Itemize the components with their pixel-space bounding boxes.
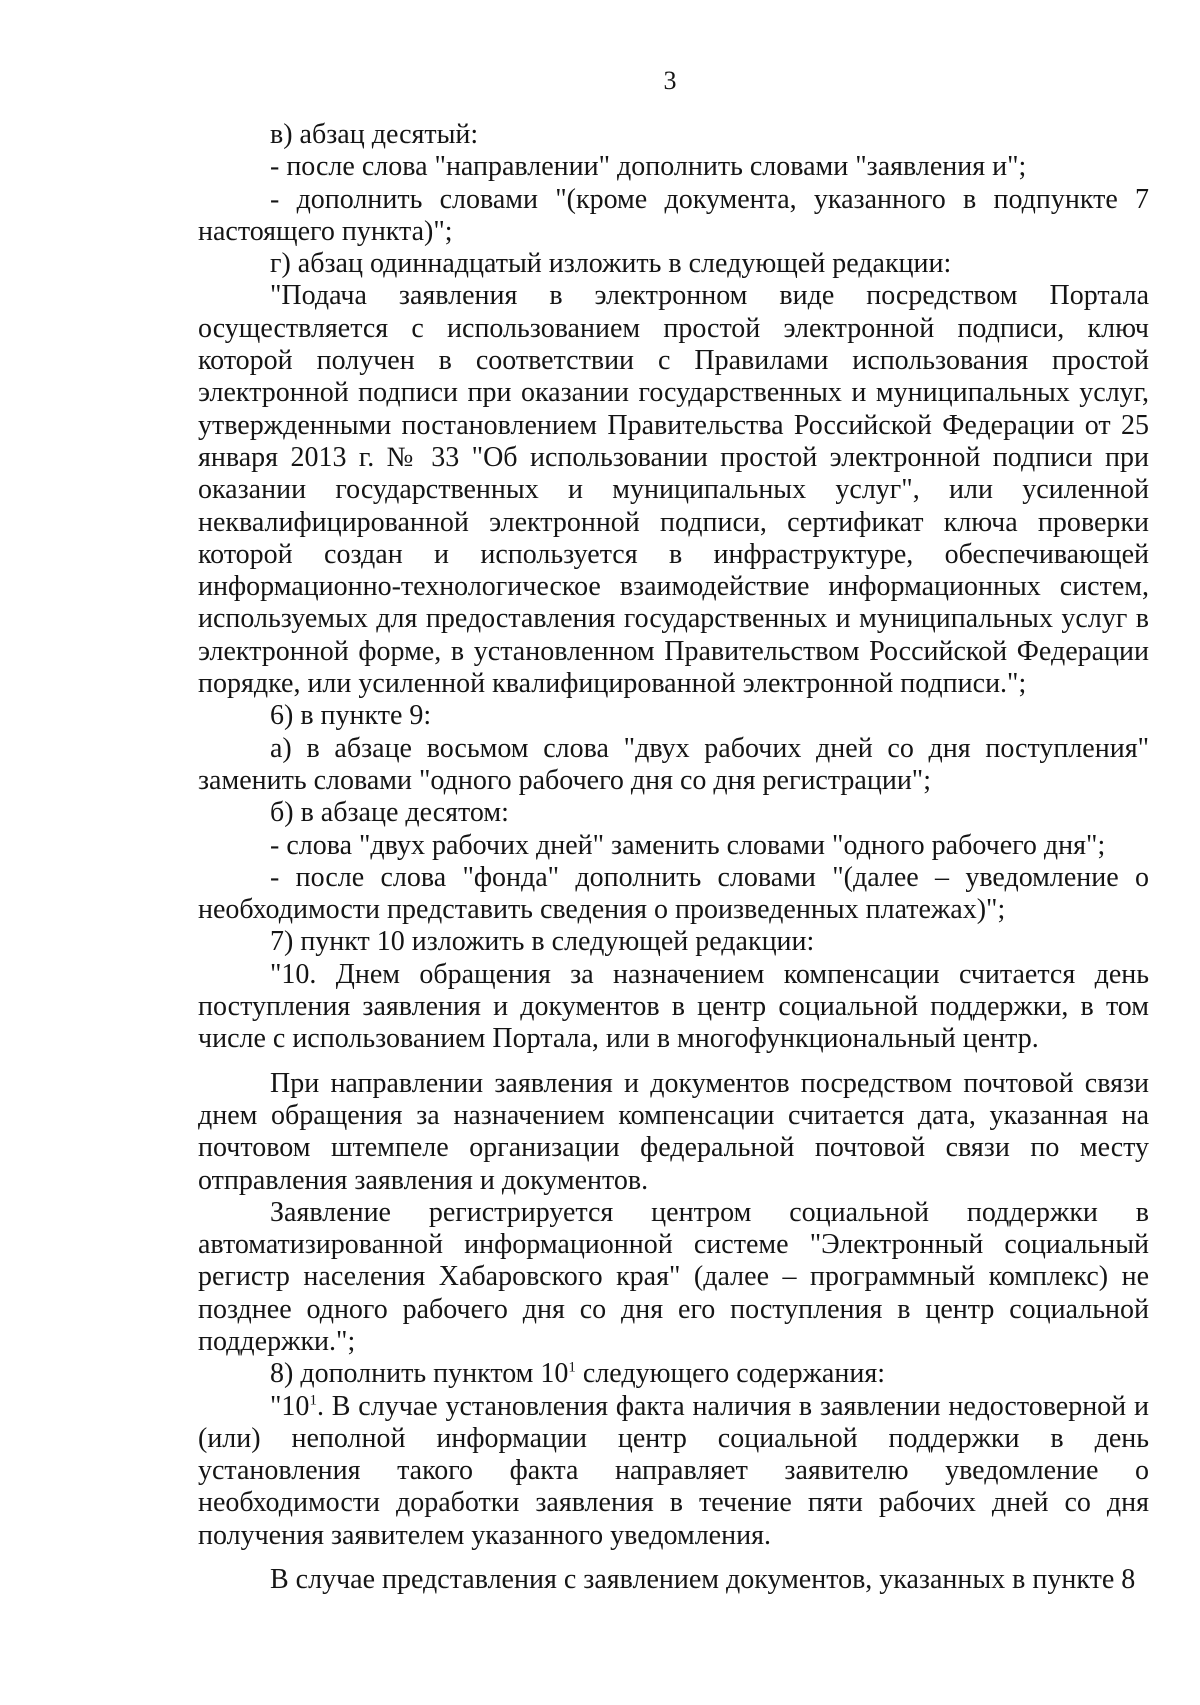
paragraph-text: следующего содержания: xyxy=(575,1358,885,1390)
paragraph-text: . В случае установления факта наличия в заявлении недостоверной и (или) неполной информации центр социальной поддержки в день установления такого факта направляет заявителю уведомление о необходимости доработки заявления в течение пяти рабочих дней со дня получения заявителем указанного уведомления. xyxy=(198,1390,1149,1551)
paragraph: В случае представления с заявлением документов, указанных в пункте 8 xyxy=(270,1564,1136,1596)
paragraph: - слова "двух рабочих дней" заменить словами "одного рабочего дня"; xyxy=(270,829,1106,861)
paragraph: "10. Днем обращения за назначением компенсации считается день поступления заявления и документов в центр социальной поддержки, в том числе с использованием Портала, или в многофункциональный центр. xyxy=(198,958,1149,1055)
paragraph-text: "10 xyxy=(270,1390,310,1422)
paragraph: Заявление регистрируется центром социальной поддержки в автоматизированной информационной системе "Электронный социальный регистр населения Хабаровского края" (далее – программный комплекс) не позднее одного рабочего дня со дня его поступления в центр социальной поддержки."; xyxy=(198,1196,1149,1357)
paragraph: г) абзац одиннадцатый изложить в следующей редакции: xyxy=(270,248,952,280)
paragraph: 6) в пункте 9: xyxy=(270,700,432,732)
paragraph: - после слова "направлении" дополнить словами "заявления и"; xyxy=(270,151,1027,183)
paragraph: - дополнить словами "(кроме документа, указанного в подпункте 7 настоящего пункта)"; xyxy=(198,183,1149,247)
paragraph: - после слова "фонда" дополнить словами "(далее – уведомление о необходимости представить сведения о произведенных платежах)"; xyxy=(198,861,1149,926)
page-number: 3 xyxy=(663,66,677,95)
superscript: 1 xyxy=(568,1359,576,1376)
paragraph: 7) пункт 10 изложить в следующей редакции: xyxy=(270,926,815,958)
paragraph xyxy=(198,1358,1149,1390)
superscript: 1 xyxy=(309,1392,317,1409)
paragraph xyxy=(198,1391,1149,1552)
paragraph: При направлении заявления и документов посредством почтовой связи днем обращения за назначением компенсации считается дата, указанная на почтовом штемпеле организации федеральной почтовой связи по месту отправления заявления и документов. xyxy=(198,1067,1149,1196)
paragraph-text: 8) дополнить пунктом 10 xyxy=(270,1358,569,1390)
paragraph: б) в абзаце десятом: xyxy=(270,797,509,829)
paragraph: в) абзац десятый: xyxy=(270,119,479,150)
paragraph: а) в абзаце восьмом слова "двух рабочих дней со дня поступления" заменить словами "одного рабочего дня со дня регистрации"; xyxy=(198,732,1149,796)
paragraph: "Подача заявления в электронном виде посредством Портала осуществляется с использованием простой электронной подписи, ключ которой получен в соответствии с Правилами использования простой электронной подписи при оказании государственных и муниципальных услуг, утвержденными постановлением Правительства Российской Федерации от 25 января 2013 г. № 33 "Об использовании простой электронной подписи при оказании государственных и муниципальных услуг", или усиленной неквалифицированной электронной подписи, сертификат ключа проверки которой создан и используется в инфраструктуре, обеспечивающей информационно-технологическое взаимодействие информационных систем, используемых для предоставления государственных и муниципальных услуг в электронной форме, в установленном Правительством Российской Федерации порядке, или усиленной квалифицированной электронной подписи."; xyxy=(198,280,1149,700)
document-body xyxy=(198,119,1149,1596)
